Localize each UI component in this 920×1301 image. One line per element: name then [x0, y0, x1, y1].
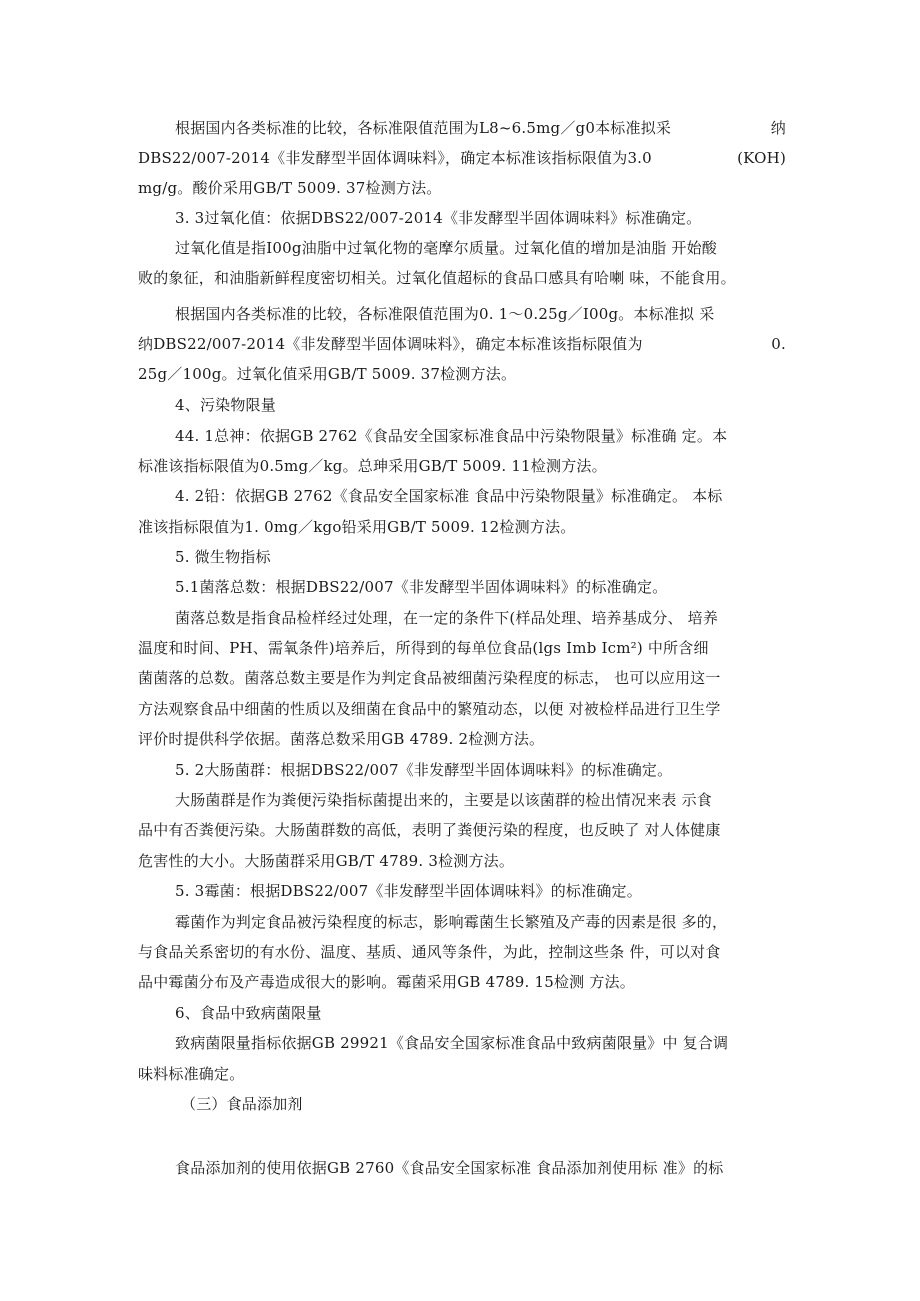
section-heading: 5. 微生物指标 [175, 548, 271, 566]
section-heading: 4、污染物限量 [175, 396, 276, 414]
text-line: 菌落总数是指食品检样经过处理，在一定的条件下(样品处理、培养基成分、 培养 [175, 609, 719, 627]
text-line [175, 117, 786, 139]
text-line: 味料标准确定。 [138, 1065, 245, 1083]
text-line: 评价时提供科学依据。菌落总数采用GB 4789. 2检测方法。 [138, 730, 545, 748]
text-line: 与食品关系密切的有水份、温度、基质、通风等条件，为此，控制这些条 件，可以对食 [138, 943, 721, 961]
text-segment: 纳DBS22/007-2014《非发酵型半固体调味料》，确定本标准该指标限值为 [138, 335, 643, 353]
text-line: 方法观察食品中细菌的性质以及细菌在食品中的繁殖动态，以便 对被检样品进行卫生学 [138, 700, 721, 718]
text-line [138, 333, 786, 355]
text-line: 准该指标限值为1. 0mg／kgo铅采用GB/T 5009. 12检测方法。 [138, 518, 576, 536]
text-line: 5. 3霉菌：根据DBS22/007《非发酵型半固体调味料》的标准确定。 [175, 882, 642, 900]
section-heading: （三）食品添加剂 [181, 1095, 303, 1113]
text-line: 败的象征，和油脂新鲜程度密切相关。过氧化值超标的食品口感具有哈喇 味，不能食用。 [138, 269, 736, 287]
text-line: 菌菌落的总数。菌落总数主要是作为判定食品被细菌污染程度的标志， 也可以应用这一 [138, 669, 721, 687]
section-heading: 6、食品中致病菌限量 [175, 1004, 322, 1022]
text-segment: 纳 [770, 119, 786, 137]
text-line: 品中有否粪便污染。大肠菌群数的高低，表明了粪便污染的程度，也反映了 对人体健康 [138, 821, 721, 839]
text-line: 大肠菌群是作为粪便污染指标菌提出来的，主要是以该菌群的检出情况来表 示食 [175, 791, 712, 809]
text-line: 标准该指标限值为0.5mg／kg。总珅采用GB/T 5009. 11检测方法。 [138, 457, 607, 475]
text-line: 致病菌限量指标依据GB 29921《食品安全国家标准食品中致病菌限量》中 复合调 [175, 1034, 729, 1052]
text-line: 温度和时间、PH、需氧条件)培养后，所得到的每单位食品(lgs Imb Icm²) 中所含细 [138, 639, 709, 657]
text-line: 品中霉菌分布及产毒造成很大的影响。霉菌采用GB 4789. 15检测 方法。 [138, 973, 635, 991]
text-line: 44. 1总神：依据GB 2762《食品安全国家标准食品中污染物限量》标准确 定。本 [175, 427, 728, 445]
text-segment: (KOH) [737, 149, 786, 167]
text-line: 霉菌作为判定食品被污染程度的标志，影响霉菌生长繁殖及产毒的因素是很 多的， [175, 913, 728, 931]
text-line: 过氧化值是指I00g油脂中过氧化物的毫摩尔质量。过氧化值的增加是油脂 开始酸 [175, 239, 717, 257]
text-line [138, 147, 786, 169]
text-segment: 根据国内各类标准的比较，各标准限值范围为L8~6.5mg／g0本标准拟采 [175, 119, 672, 137]
text-line: 食品添加剂的使用依据GB 2760《食品安全国家标准 食品添加剂使用标 准》的标 [175, 1159, 724, 1177]
text-line: 5.1菌落总数：根据DBS22/007《非发酵型半固体调味料》的标准确定。 [175, 578, 668, 596]
text-segment: 0. [771, 335, 786, 353]
text-line: 根据国内各类标准的比较，各标准限值范围为0. 1～0.25g／I00g。本标准拟 采 [175, 305, 715, 323]
text-line: 5. 2大肠菌群：根据DBS22/007《非发酵型半固体调味料》的标准确定。 [175, 761, 673, 779]
text-line: 3. 3过氧化值：依据DBS22/007-2014《非发酵型半固体调味料》标准确定。 [175, 209, 702, 227]
text-line: 25g／100g。过氧化值采用GB/T 5009. 37检测方法。 [138, 365, 517, 383]
text-line: 危害性的大小。大肠菌群采用GB/T 4789. 3检测方法。 [138, 852, 515, 870]
text-line: mg/g。酸价采用GB/T 5009. 37检测方法。 [138, 179, 442, 197]
text-line: 4. 2铅：依据GB 2762《食品安全国家标准 食品中污染物限量》标准确定。 本标 [175, 487, 723, 505]
text-segment: DBS22/007-2014《非发酵型半固体调味料》，确定本标准该指标限值为3.0 [138, 149, 652, 167]
